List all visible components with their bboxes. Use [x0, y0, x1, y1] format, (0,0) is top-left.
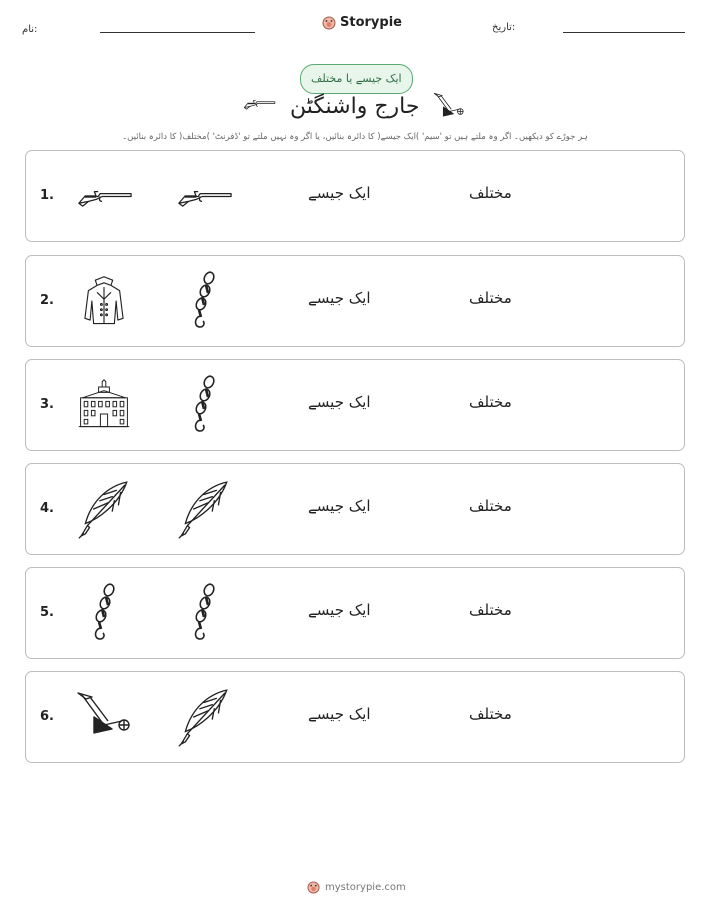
pair-row [25, 359, 685, 451]
row-number: 5. [40, 605, 54, 620]
row-number: 2. [40, 293, 54, 308]
pig-logo-icon [307, 881, 320, 894]
chain-icon [189, 375, 219, 435]
page-title: جارج واشنگٹن [290, 94, 420, 119]
pair-row [25, 567, 685, 659]
musket-icon [242, 95, 276, 112]
row-number: 6. [40, 709, 54, 724]
row-number: 4. [40, 501, 54, 516]
plow-icon [74, 687, 134, 747]
quill-icon [173, 478, 235, 540]
footer [307, 881, 406, 894]
same-option[interactable]: ایک جیسے [308, 601, 371, 619]
brand-logo [322, 15, 402, 30]
musket-icon [175, 182, 233, 211]
row-number: 3. [40, 397, 54, 412]
activity-badge: ایک جیسے یا مختلف [300, 64, 413, 94]
different-option[interactable]: مختلف [469, 393, 512, 411]
coat-icon [78, 271, 130, 331]
chain-icon [89, 583, 119, 643]
different-option[interactable]: مختلف [469, 289, 512, 307]
plow-icon [432, 90, 466, 124]
same-option[interactable]: ایک جیسے [308, 184, 371, 202]
building-icon [75, 378, 133, 432]
instructions: ہر جوڑے کو دیکھیں۔ اگر وہ ملتے ہیں تو 'سیم' )ایک جیسے( کا دائرہ بنائیں، یا اگر وہ نہیں ملتے تو 'ڈفرنٹ' )مختلف( کا دائرہ بنائیں۔ [122, 132, 588, 142]
different-option[interactable]: مختلف [469, 705, 512, 723]
chain-icon [189, 271, 219, 331]
row-number: 1. [40, 188, 54, 203]
different-option[interactable]: مختلف [469, 601, 512, 619]
same-option[interactable]: ایک جیسے [308, 705, 371, 723]
quill-icon [73, 478, 135, 540]
pig-logo-icon [322, 16, 336, 30]
brand-name: Storypie [340, 15, 402, 30]
pair-row [25, 255, 685, 347]
name-line[interactable] [100, 32, 255, 33]
name-label: نام: [22, 24, 38, 35]
same-option[interactable]: ایک جیسے [308, 497, 371, 515]
pair-row [25, 671, 685, 763]
chain-icon [189, 583, 219, 643]
different-option[interactable]: مختلف [469, 184, 512, 202]
same-option[interactable]: ایک جیسے [308, 393, 371, 411]
same-option[interactable]: ایک جیسے [308, 289, 371, 307]
pair-row [25, 150, 685, 242]
pair-row [25, 463, 685, 555]
musket-icon [75, 182, 133, 211]
date-label: تاریخ: [492, 22, 516, 33]
date-line[interactable] [563, 32, 685, 33]
quill-icon [173, 686, 235, 748]
footer-url[interactable]: mystorypie.com [325, 882, 406, 893]
different-option[interactable]: مختلف [469, 497, 512, 515]
